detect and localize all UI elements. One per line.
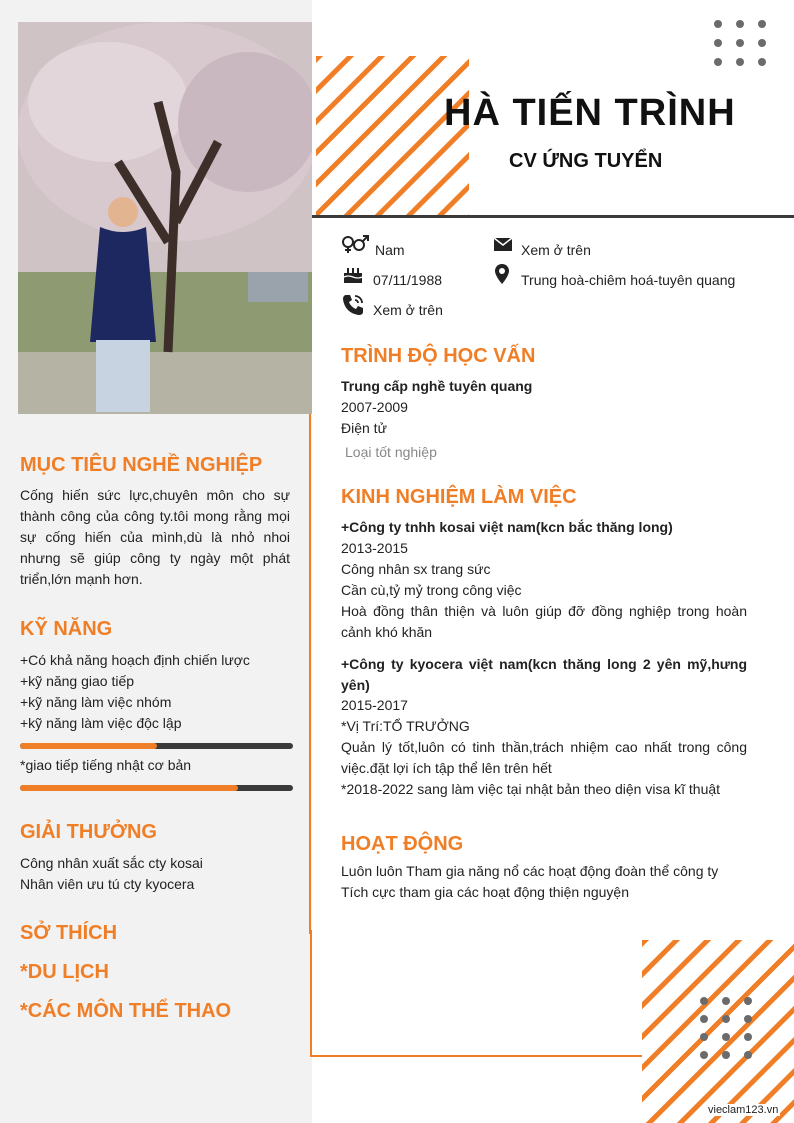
birthday-cake-icon (343, 264, 363, 289)
skill-level-fill (20, 743, 157, 749)
education-title: TRÌNH ĐỘ HỌC VẤN (341, 345, 536, 367)
dob-value: 07/11/1988 (373, 272, 443, 288)
job1-years: 2013-2015 (341, 540, 408, 556)
decorative-dots-top (714, 20, 774, 68)
skills-title: KỸ NĂNG (20, 618, 113, 640)
education-major: Điện tử (341, 420, 387, 436)
job2-line: *2018-2022 sang làm việc tại nhật bản theo diện visa kĩ thuật (341, 781, 721, 797)
award-item: Công nhân xuất sắc cty kosai (20, 855, 203, 871)
brand-watermark: vieclam123.vn (708, 1104, 779, 1116)
skill-item: +kỹ năng làm việc độc lập (20, 715, 182, 731)
skill-level-bar (20, 743, 293, 749)
email-icon (494, 238, 512, 256)
education-school: Trung cấp nghề tuyên quang (341, 378, 533, 394)
objective-title: MỤC TIÊU NGHỀ NGHIỆP (20, 454, 263, 476)
skill-extra: *giao tiếp tiếng nhật cơ bản (20, 757, 192, 773)
phone-value: Xem ở trên (373, 302, 443, 318)
job1-line: Hoà đồng thân thiện và luôn giúp đỡ đồng nghiệp trong hoàn cảnh khó khăn (341, 603, 747, 640)
job1-line: Công nhân sx trang sức (341, 561, 491, 577)
job1-company: +Công ty tnhh kosai việt nam(kcn bắc thăng long) (341, 519, 673, 535)
experience-title: KINH NGHIỆM LÀM VIỆC (341, 486, 577, 508)
job2-years: 2015-2017 (341, 697, 408, 713)
job2-company: +Công ty kyocera việt nam(kcn thăng long 2 yên mỹ,hưng yên) (341, 656, 747, 693)
hobbies-title: SỞ THÍCH (20, 922, 118, 944)
activities-title: HOẠT ĐỘNG (341, 833, 464, 855)
skill-item: +kỹ năng giao tiếp (20, 673, 135, 689)
candidate-name: HÀ TIẾN TRÌNH (444, 92, 736, 134)
language-level-fill (20, 785, 238, 791)
gender-value: Nam (375, 242, 405, 258)
awards-title: GIẢI THƯỞNG (20, 821, 157, 843)
header-stripes (316, 56, 469, 216)
education-grade: Loại tốt nghiệp (345, 444, 437, 460)
language-level-bar (20, 785, 293, 791)
award-item: Nhân viên ưu tú cty kyocera (20, 876, 195, 892)
job1-line: Cần cù,tỷ mỷ trong công việc (341, 582, 522, 598)
email-value: Xem ở trên (521, 242, 591, 258)
hobby-item: *DU LỊCH (20, 961, 109, 983)
skill-item: +Có khả năng hoạch định chiến lược (20, 652, 250, 668)
skill-item: +kỹ năng làm việc nhóm (20, 694, 172, 710)
cv-subtitle: CV ỨNG TUYỂN (509, 150, 663, 172)
address-value: Trung hoà-chiêm hoá-tuyên quang (521, 272, 736, 288)
header-divider (312, 215, 794, 218)
activity-line: Luôn luôn Tham gia năng nổ các hoạt động đoàn thể công ty (341, 863, 719, 879)
decorative-dots-bottom (700, 997, 756, 1059)
objective-text: Cống hiến sức lực,chuyên môn cho sự thành công của công ty.tôi mong rằng mọi sự cống hiến của mình,dù là nhỏ nhoi nhưng sẽ giúp công ty ngày một phát triển,lớn mạnh hơn. (20, 487, 290, 587)
bottom-frame-line (310, 1055, 642, 1057)
phone-icon (341, 293, 365, 322)
profile-photo (18, 22, 312, 414)
gender-icon (341, 235, 369, 258)
hobby-item: *CÁC MÔN THỂ THAO (20, 1000, 232, 1022)
location-pin-icon (495, 264, 509, 289)
activity-line: Tích cực tham gia các hoạt động thiện nguyện (341, 884, 629, 900)
education-years: 2007-2009 (341, 399, 408, 415)
job2-line: Quản lý tốt,luôn có tinh thần,trách nhiệm cao nhất trong công việc.đặt lợi ích tập thể lên trên hết (341, 739, 747, 776)
bottom-frame-left (310, 930, 312, 1057)
job2-line: *Vị Trí:TỔ TRƯỞNG (341, 718, 470, 734)
center-divider (309, 414, 311, 934)
